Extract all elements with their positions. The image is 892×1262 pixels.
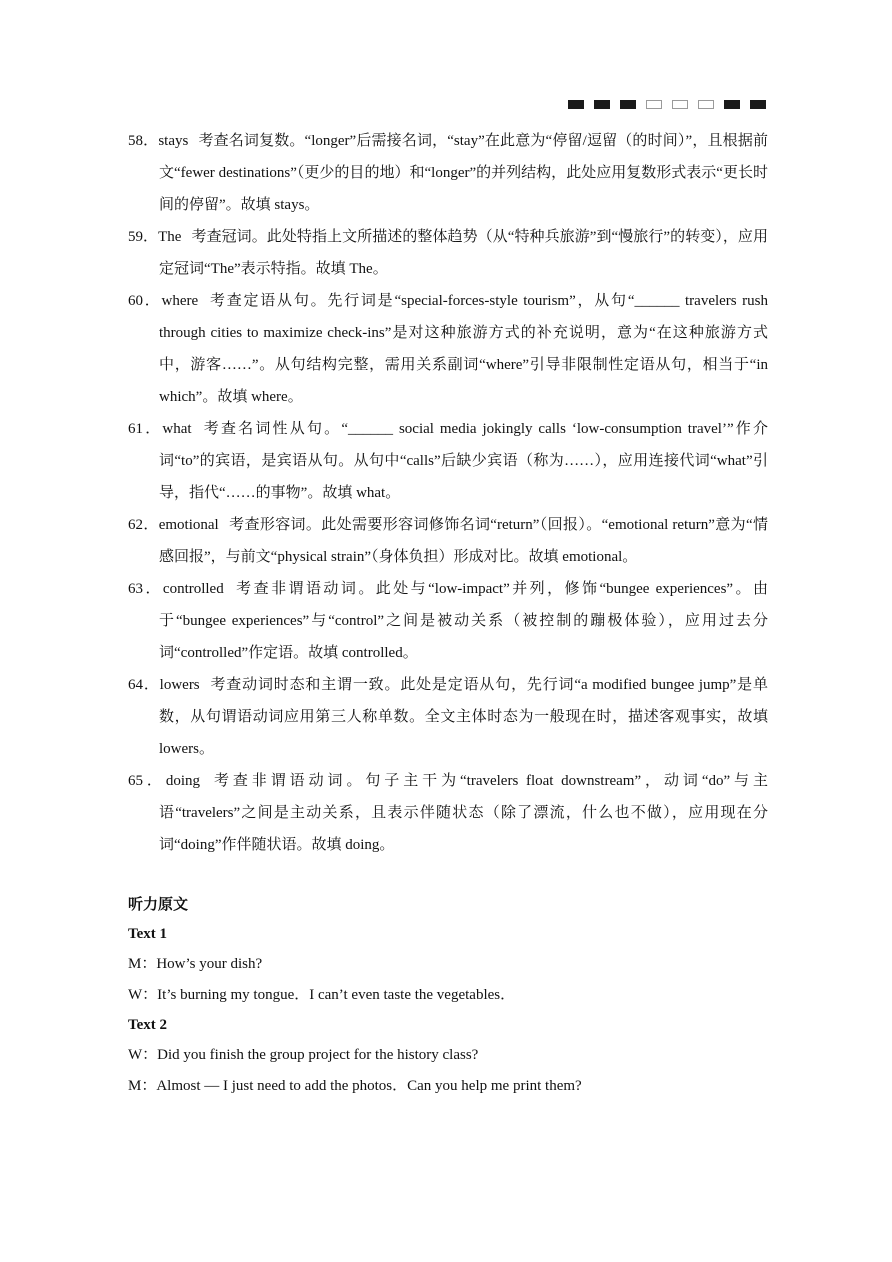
answer-item <box>128 765 768 861</box>
marker-square <box>646 100 662 109</box>
item-answer: The <box>158 229 182 245</box>
dialogue-line: M：Almost — I just need to add the photos．Can you help me print them? <box>128 1078 582 1094</box>
item-explanation: 考查动词时态和主谓一致。此处是定语从句，先行词“a modified bungee jump”是单数，从句谓语动词应用第三人称单数。全文主体时态为一般现在时，描述客观事实，故填 lowers。 <box>159 677 768 757</box>
answer-list <box>128 125 768 861</box>
item-answer: what <box>162 421 192 437</box>
dialogue-line: W：It’s burning my tongue．I can’t even taste the vegetables． <box>128 987 516 1003</box>
item-answer: controlled <box>162 581 224 597</box>
dialogue-line: M：How’s your dish? <box>128 956 263 972</box>
item-explanation: 考查名词复数。“longer”后需接名词，“stay”在此意为“停留/逗留（的时间）”，且根据前文“fewer destinations”（更少的目的地）和“longer”的并列结构，此处应用复数形式表示“更长时间的停留”。故填 stays。 <box>159 133 768 213</box>
answer-item <box>128 669 768 765</box>
listening-transcript <box>128 888 768 1102</box>
marker-square <box>620 100 636 109</box>
answer-item <box>128 125 768 221</box>
dialogue-line: W：Did you finish the group project for the history class? <box>128 1047 479 1063</box>
item-answer: lowers <box>159 677 200 693</box>
item-number: 59． <box>128 229 159 245</box>
item-answer: stays <box>158 133 189 149</box>
answer-item <box>128 573 768 669</box>
marker-square <box>568 100 584 109</box>
marker-square <box>698 100 714 109</box>
answer-item <box>128 413 768 509</box>
item-number: 61． <box>128 421 163 437</box>
answer-item <box>128 221 768 285</box>
item-explanation: 考查非谓语动词。此处与“low-impact”并列，修饰“bungee experiences”。由于“bungee experiences”与“control”之间是被动关系（被控制的蹦极体验），应用过去分词“controlled”作定语。故填 controlled。 <box>159 581 768 661</box>
item-explanation: 考查冠词。此处特指上文所描述的整体趋势（从“特种兵旅游”到“慢旅行”的转变），应用定冠词“The”表示特指。故填 The。 <box>159 229 768 277</box>
text-label: Text 2 <box>128 1017 168 1033</box>
marker-square <box>724 100 740 109</box>
item-number: 62． <box>128 517 159 533</box>
marker-square <box>594 100 610 109</box>
answer-item <box>128 509 768 573</box>
item-explanation: 考查形容词。此处需要形容词修饰名词“return”（回报）。“emotional return”意为“情感回报”，与前文“physical strain”（身体负担）形成对比。故填 emotional。 <box>159 517 768 565</box>
item-number: 58． <box>128 133 159 149</box>
answer-item <box>128 285 768 413</box>
item-number: 65． <box>128 773 166 789</box>
marker-square <box>750 100 766 109</box>
marker-square <box>672 100 688 109</box>
item-number: 60． <box>128 293 162 309</box>
text-label: Text 1 <box>128 926 168 942</box>
item-number: 64． <box>128 677 160 693</box>
item-explanation: 考查定语从句。先行词是“special-forces-style tourism”，从句“______ travelers rush through cities to maximize check-ins”是对这种旅游方式的补充说明，意为“在这种旅游方式中，游客……”。从句结构完整，需用关系副词“where”引导非限制性定语从句，相当于“in which”。故填 where。 <box>159 293 768 405</box>
item-explanation: 考查名词性从句。“______ social media jokingly calls ‘low-consumption travel’”作介词“to”的宾语，是宾语从句。从句中“calls”后缺少宾语（称为……），应用连接代词“what”引导，指代“……的事物”。故填 what。 <box>159 421 768 501</box>
transcript-title: 听力原文 <box>128 895 189 913</box>
item-number: 63． <box>128 581 163 597</box>
item-answer: emotional <box>158 517 219 533</box>
item-answer: doing <box>165 773 201 789</box>
page-marker <box>568 100 766 109</box>
item-answer: where <box>161 293 199 309</box>
item-explanation: 考查非谓语动词。句子主干为“travelers float downstream”，动词“do”与主语“travelers”之间是主动关系，且表示伴随状态（除了漂流，什么也不做），应用现在分词“doing”作伴随状语。故填 doing。 <box>159 773 768 853</box>
